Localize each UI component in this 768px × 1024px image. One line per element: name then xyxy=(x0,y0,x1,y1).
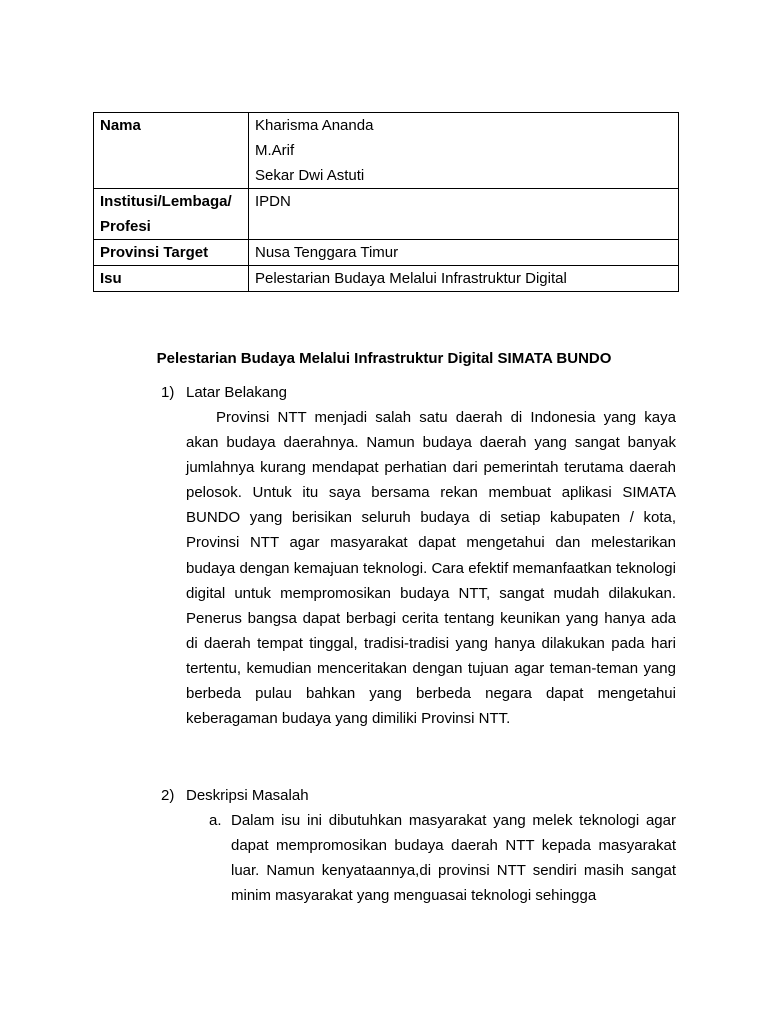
name-1: Kharisma Ananda xyxy=(255,117,374,134)
table-row xyxy=(94,113,679,189)
list-item-text: Dalam isu ini dibutuhkan masyarakat yang melek teknologi agar dapat mempromosikan budaya daerah NTT kepada masyarakat luar. Namun kenyataannya,di provinsi NTT sendiri masih sangat minim masyarakat yang menguasai teknologi sehingga xyxy=(231,812,676,904)
section-heading xyxy=(161,380,676,405)
section-number: 1) xyxy=(161,384,175,401)
section-latar-belakang xyxy=(161,380,676,731)
section-heading xyxy=(161,783,676,808)
institusi-label-line-1: Institusi/Lembaga/ xyxy=(100,193,232,210)
table-row xyxy=(94,266,679,292)
list-marker: a. xyxy=(209,812,222,829)
info-table xyxy=(93,112,679,292)
section-title: Deskripsi Masalah xyxy=(186,787,309,804)
institusi-label-line-2: Profesi xyxy=(100,218,151,235)
section-paragraph: Provinsi NTT menjadi salah satu daerah di Indonesia yang kaya akan budaya daerahnya. Namun budaya daerah yang sangat banyak jumlahnya kurang mendapat perhatian dari pemerintah terutama daerah pelosok. Untuk itu saya bersama rekan membuat aplikasi SIMATA BUNDO yang berisikan seluruh budaya di setiap kabupaten / kota, Provinsi NTT agar masyarakat dapat mengetahui dan melestarikan budaya dengan kemajuan teknologi. Cara efektif memanfaatkan teknologi digital untuk mempromosikan budaya NTT, sangat mudah dilakukan. Penerus bangsa dapat berbagi cerita tentang keunikan yang hanya ada di daerah tempat tinggal, tradisi-tradisi yang hanya dilakukan pada hari tertentu, kemudian menceritakan dengan tujuan agar teman-teman yang berbeda pulau bahkan yang berbeda negara dapat mengetahui keberagaman budaya yang dimiliki Provinsi NTT. xyxy=(186,409,676,728)
name-2: M.Arif xyxy=(255,142,295,159)
row-value-isu: Pelestarian Budaya Melalui Infrastruktur Digital xyxy=(249,266,679,292)
row-value-provinsi: Nusa Tenggara Timur xyxy=(249,240,679,266)
section-deskripsi-masalah xyxy=(161,783,676,908)
list-item xyxy=(209,808,676,908)
table-row xyxy=(94,189,679,240)
row-label-institusi xyxy=(94,189,249,240)
document-title: Pelestarian Budaya Melalui Infrastruktur Digital SIMATA BUNDO xyxy=(156,350,612,367)
section-title: Latar Belakang xyxy=(186,384,287,401)
row-value-institusi: IPDN xyxy=(249,189,679,240)
row-label-isu: Isu xyxy=(94,266,249,292)
row-label-provinsi: Provinsi Target xyxy=(94,240,249,266)
name-3: Sekar Dwi Astuti xyxy=(255,167,365,184)
section-number: 2) xyxy=(161,787,175,804)
row-label-nama: Nama xyxy=(94,113,249,189)
table-row xyxy=(94,240,679,266)
sub-list xyxy=(209,808,676,908)
row-value-nama xyxy=(249,113,679,189)
